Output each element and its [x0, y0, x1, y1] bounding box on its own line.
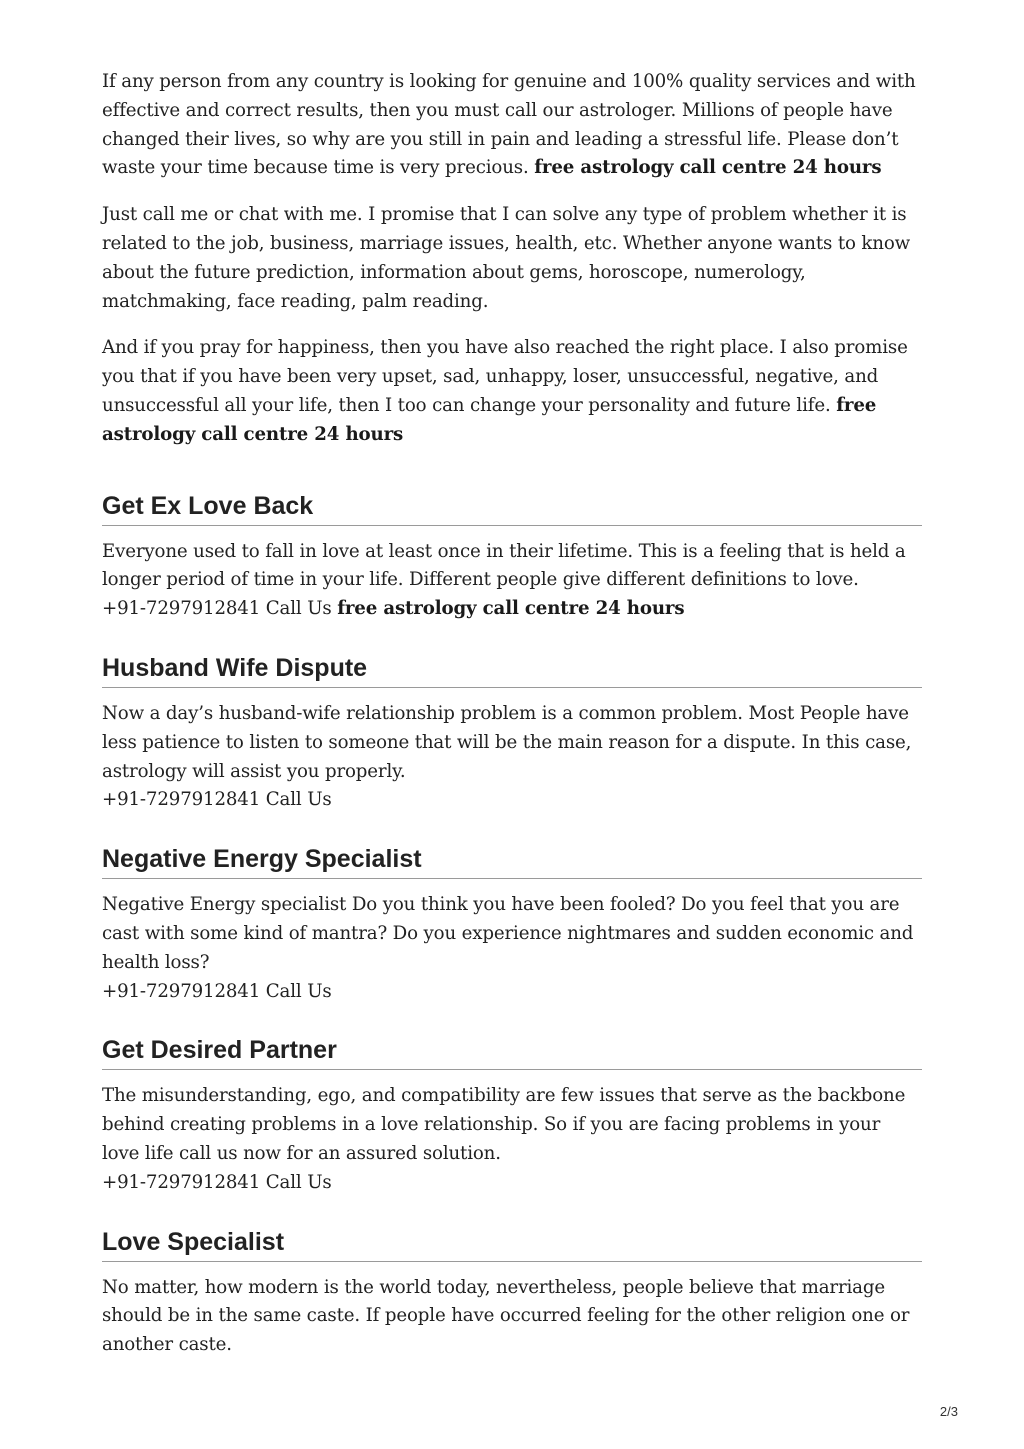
intro-paragraph-1	[102, 68, 922, 183]
section-get-desired-partner	[102, 1034, 922, 1197]
intro-paragraph-3	[102, 334, 922, 449]
section-heading: Get Desired Partner	[102, 1034, 922, 1070]
section-heading: Negative Energy Specialist	[102, 843, 922, 879]
page-indicator: 2/3	[939, 1404, 958, 1419]
section-text: Now a day’s husband-wife relationship problem is a common problem. Most People have less patience to listen to someone that will be the main reason for a dispute. In this case, astrology will assist you properly.	[102, 702, 912, 782]
phone-call-us: +91-7297912841 Call Us	[102, 1171, 332, 1193]
intro-paragraph-3-text: And if you pray for happiness, then you have also reached the right place. I also promise you that if you have been very upset, sad, unhappy, loser, unsuccessful, negative, and unsuccessful all your life, then I too can change your personality and future life.	[102, 337, 908, 416]
section-text: No matter, how modern is the world today, nevertheless, people believe that marriage should be in the same caste. If people have occurred feeling for the other religion one or another caste.	[102, 1276, 910, 1356]
section-keyword: free astrology call centre 24 hours	[337, 598, 685, 620]
section-text: Negative Energy specialist Do you think you have been fooled? Do you feel that you are cast with some kind of mantra? Do you experience nightmares and sudden economic and health loss?	[102, 894, 914, 973]
intro-paragraph-2: Just call me or chat with me. I promise that I can solve any type of problem whether it is related to the job, business, marriage issues, health, etc. Whether anyone wants to know about the future prediction, information about gems, horoscope, numerology, matchmaking, face reading, palm reading.	[102, 204, 911, 312]
section-text: Everyone used to fall in love at least once in their lifetime. This is a feeling that is held a longer period of time in your life. Different people give different definitions to love.	[102, 540, 906, 591]
phone-call-us: +91-7297912841 Call Us	[102, 598, 332, 620]
phone-call-us: +91-7297912841 Call Us	[102, 789, 332, 811]
section-heading: Love Specialist	[102, 1226, 922, 1262]
section-heading: Husband Wife Dispute	[102, 652, 922, 688]
section-heading: Get Ex Love Back	[102, 490, 922, 526]
section-text: The misunderstanding, ego, and compatibility are few issues that serve as the backbone behind creating problems in a love relationship. So if you are facing problems in your love life call us now for an assured solution.	[102, 1085, 906, 1164]
section-get-ex-love-back	[102, 490, 922, 624]
section-husband-wife-dispute	[102, 652, 922, 815]
article-body	[102, 68, 922, 1360]
section-negative-energy-specialist	[102, 843, 922, 1006]
contact-line	[102, 595, 922, 624]
intro-paragraph-1-text: If any person from any country is looking for genuine and 100% quality services and with effective and correct results, then you must call our astrologer. Millions of people have changed their lives, so why are you still in pain and leading a stressful life. Please don’t waste your time because time is very precious.	[102, 71, 916, 179]
intro-paragraph-3-keyword: free astrology call centre 24 hours	[102, 394, 877, 445]
phone-call-us: +91-7297912841 Call Us	[102, 980, 332, 1002]
section-love-specialist	[102, 1226, 922, 1360]
intro-paragraph-1-keyword: free astrology call centre 24 hours	[534, 157, 882, 179]
